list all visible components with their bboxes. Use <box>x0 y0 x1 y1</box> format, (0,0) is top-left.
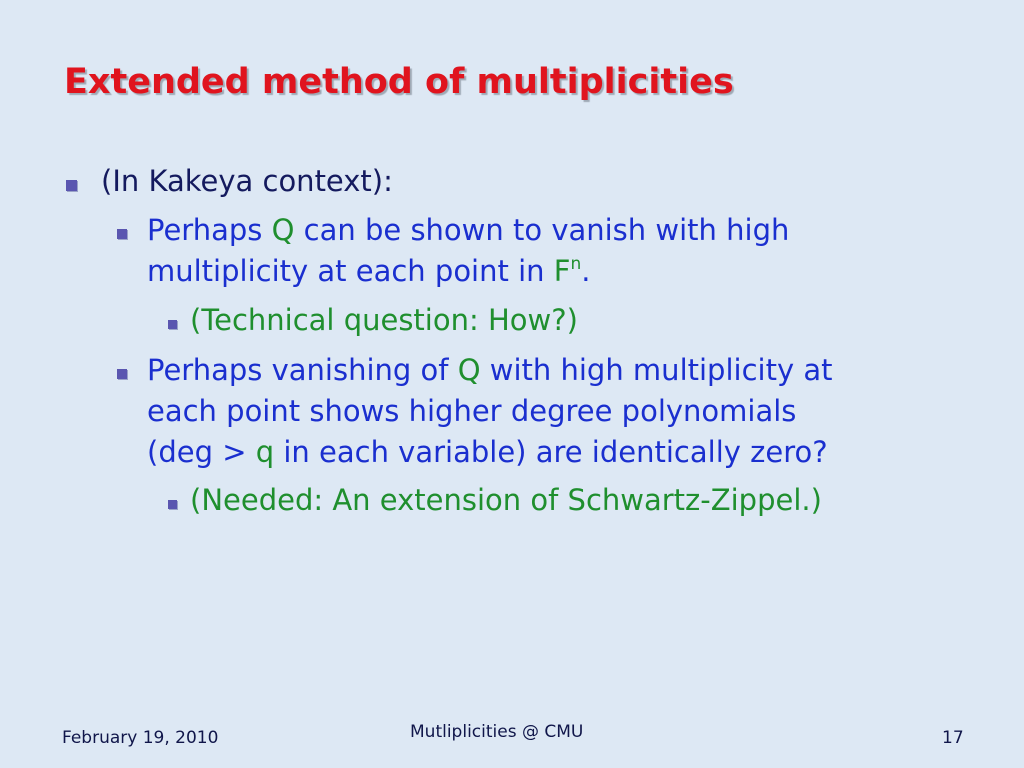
var-q-lower: q <box>255 435 275 469</box>
text-fragment: each point shows higher degree polynomials <box>147 394 797 428</box>
text-fragment: multiplicity at each point in <box>147 254 554 288</box>
page-number: 17 <box>942 728 964 748</box>
field-f: F <box>553 254 571 288</box>
slide-title: Extended method of multiplicities <box>64 62 734 102</box>
text-fragment: (deg > <box>147 435 256 469</box>
bullet-vanish-multiplicity <box>147 210 789 292</box>
bullet-kakeya-context: (In Kakeya context): <box>101 164 393 198</box>
bullet-marker-icon <box>168 500 177 509</box>
var-q: Q <box>457 353 481 387</box>
bullet-marker-icon <box>117 369 127 379</box>
text-fragment: . <box>581 254 591 288</box>
bullet-marker-icon <box>66 180 77 191</box>
bullet-marker-icon <box>117 229 127 239</box>
text-fragment: in each variable) are identically zero? <box>274 435 828 469</box>
var-q: Q <box>271 213 295 247</box>
footer-center: Mutliplicities @ CMU <box>410 722 584 742</box>
text-fragment: Perhaps <box>147 213 272 247</box>
exponent-n: n <box>570 254 582 274</box>
bullet-higher-degree <box>147 350 832 473</box>
bullet-technical-question: (Technical question: How?) <box>190 303 578 337</box>
bullet-marker-icon <box>168 320 177 329</box>
bullet-schwartz-zippel: (Needed: An extension of Schwartz-Zippel.) <box>190 483 822 517</box>
text-fragment: can be shown to vanish with high <box>294 213 790 247</box>
text-fragment: Perhaps vanishing of <box>147 353 458 387</box>
footer-date: February 19, 2010 <box>62 728 219 748</box>
text-fragment: with high multiplicity at <box>480 353 833 387</box>
